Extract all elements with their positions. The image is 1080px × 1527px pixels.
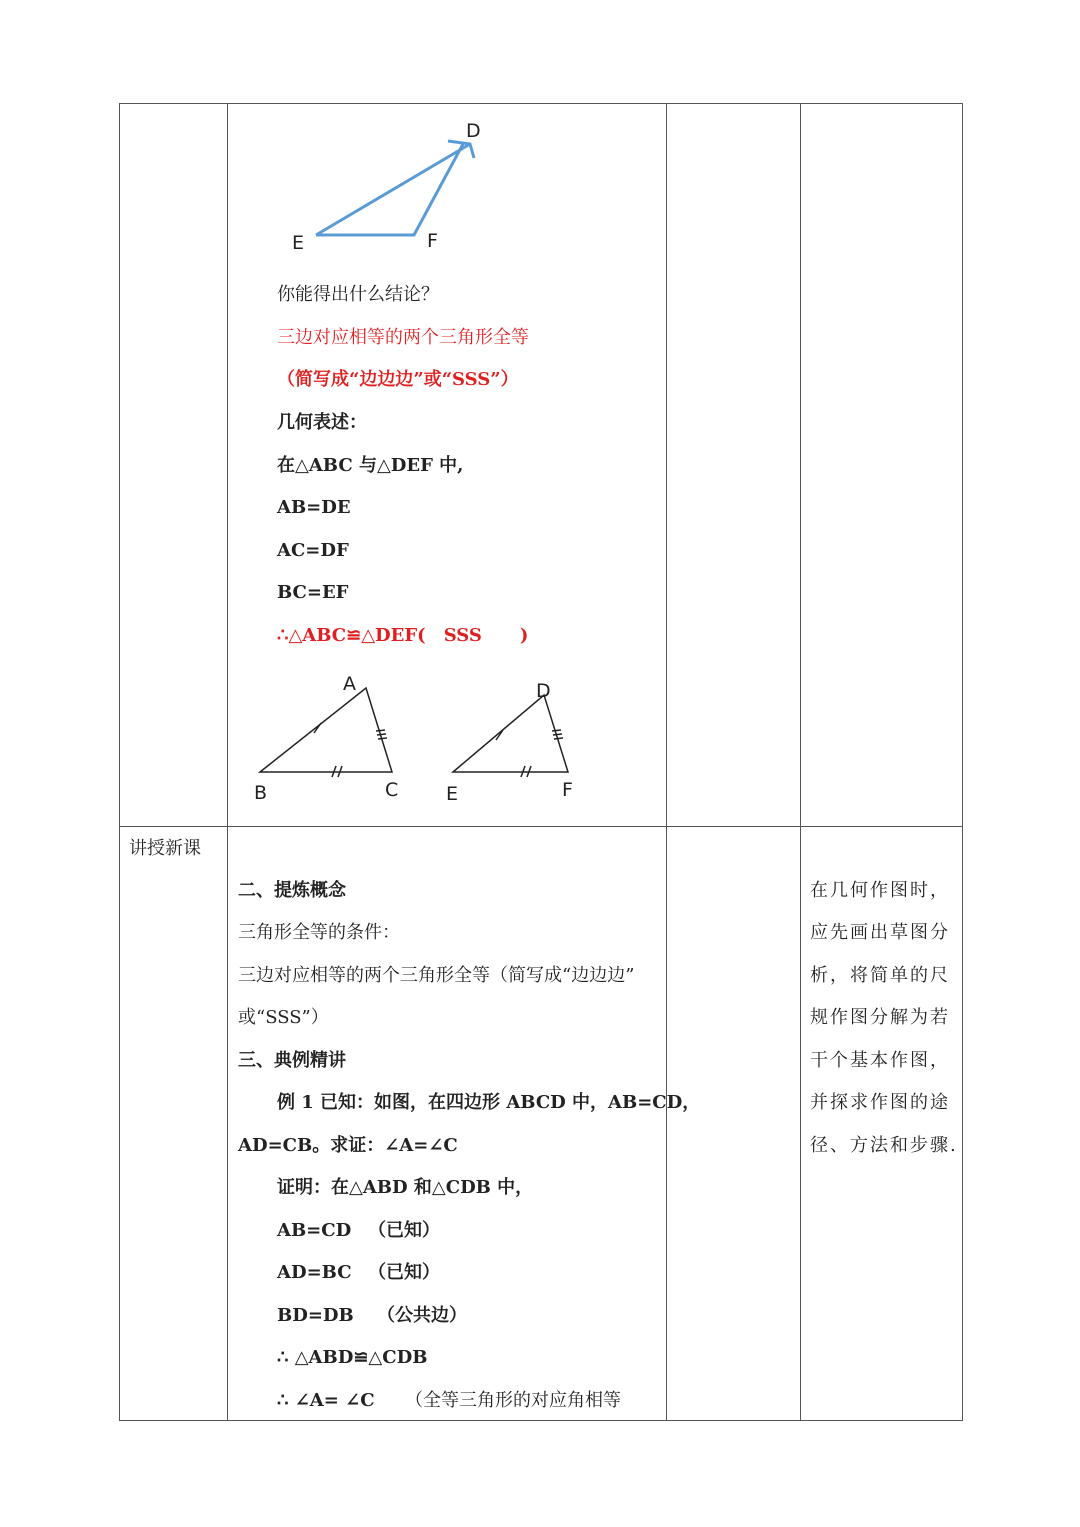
tick-df-3 bbox=[554, 738, 563, 739]
reason-common-side: （公共边） bbox=[377, 1305, 467, 1326]
label-f-top: F bbox=[427, 230, 438, 252]
geom-title: 几何表述： bbox=[277, 412, 367, 433]
proof-intro: 证明：在△ABD 和△CDB 中， bbox=[277, 1177, 534, 1198]
abbrev-text: （简写成“边边边”或“SSS”） bbox=[277, 369, 519, 390]
side-note-line-1: 在几何作图时， bbox=[810, 880, 950, 901]
tick-ac-1 bbox=[376, 730, 385, 731]
equation-bc-ef: BC=EF bbox=[277, 582, 349, 603]
condition-line-2: 或“SSS”） bbox=[238, 1007, 329, 1028]
heading-examples: 三、典例精讲 bbox=[238, 1050, 346, 1071]
side-note-line-5: 干个基本作图， bbox=[810, 1050, 950, 1071]
condition-line-1: 三边对应相等的两个三角形全等（简写成“边边边” bbox=[238, 965, 635, 986]
equation-ac-df: AC=DF bbox=[277, 540, 349, 561]
therefore-congruent bbox=[277, 625, 528, 647]
equation-ab-de: AB=DE bbox=[277, 497, 351, 518]
heading-extract-concept: 二、提炼概念 bbox=[238, 880, 346, 901]
triangle-ed-side bbox=[316, 144, 470, 235]
condition-title: 三角形全等的条件： bbox=[238, 922, 400, 943]
therefore-text: ∴△ABC≌△DEF( bbox=[277, 625, 426, 646]
triangle-def-arrow-figure bbox=[292, 120, 481, 254]
label-e: E bbox=[446, 783, 459, 805]
triangle-abc-figure bbox=[254, 673, 398, 804]
triangle-def bbox=[453, 695, 568, 772]
label-a: A bbox=[343, 673, 356, 695]
reason-known-1: （已知） bbox=[368, 1220, 440, 1241]
tick-ac-2 bbox=[377, 734, 386, 735]
sss-reason: SSS bbox=[443, 625, 482, 646]
side-note-line-4: 规作图分解为若 bbox=[810, 1007, 950, 1028]
close-paren: ) bbox=[519, 625, 529, 646]
proof-congruent: ∴ △ABD≌△CDB bbox=[277, 1347, 428, 1368]
question-text: 你能得出什么结论？ bbox=[277, 284, 439, 305]
label-d: D bbox=[536, 680, 551, 702]
tick-df-1 bbox=[552, 730, 561, 731]
label-c: C bbox=[385, 779, 399, 801]
label-b: B bbox=[254, 782, 268, 804]
triangle-def-figure bbox=[446, 680, 573, 805]
label-e-top: E bbox=[292, 232, 305, 254]
proof-angles-equal: ∴ ∠A= ∠C bbox=[277, 1390, 375, 1411]
side-note-line-2: 应先画出草图分 bbox=[810, 922, 950, 943]
reason-corresponding-angles: （全等三角形的对应角相等 bbox=[405, 1390, 621, 1411]
side-note-line-6: 并探求作图的途 bbox=[810, 1092, 950, 1113]
proof-bd-db: BD=DB bbox=[277, 1305, 354, 1326]
proof-ab-cd: AB=CD bbox=[277, 1220, 352, 1241]
example-line-2: AD=CB。求证：∠A=∠C bbox=[238, 1135, 458, 1156]
label-d-top: D bbox=[466, 120, 481, 142]
side-note-line-7: 径、方法和步骤. bbox=[810, 1135, 958, 1156]
tick-df-2 bbox=[553, 734, 562, 735]
in-triangles-text: 在△ABC 与△DEF 中, bbox=[277, 455, 464, 476]
side-note-line-3: 析，将简单的尺 bbox=[810, 965, 950, 986]
triangle-abc bbox=[260, 688, 392, 772]
proof-ad-bc: AD=BC bbox=[277, 1262, 352, 1283]
conclusion-text: 三边对应相等的两个三角形全等 bbox=[277, 327, 529, 348]
example-line-1: 例 1 已知：如图，在四边形 ABCD 中，AB=CD， bbox=[277, 1092, 701, 1113]
tick-ac-3 bbox=[378, 738, 387, 739]
section-label: 讲授新课 bbox=[129, 838, 201, 859]
label-f: F bbox=[562, 779, 573, 801]
reason-known-2: （已知） bbox=[368, 1262, 440, 1283]
